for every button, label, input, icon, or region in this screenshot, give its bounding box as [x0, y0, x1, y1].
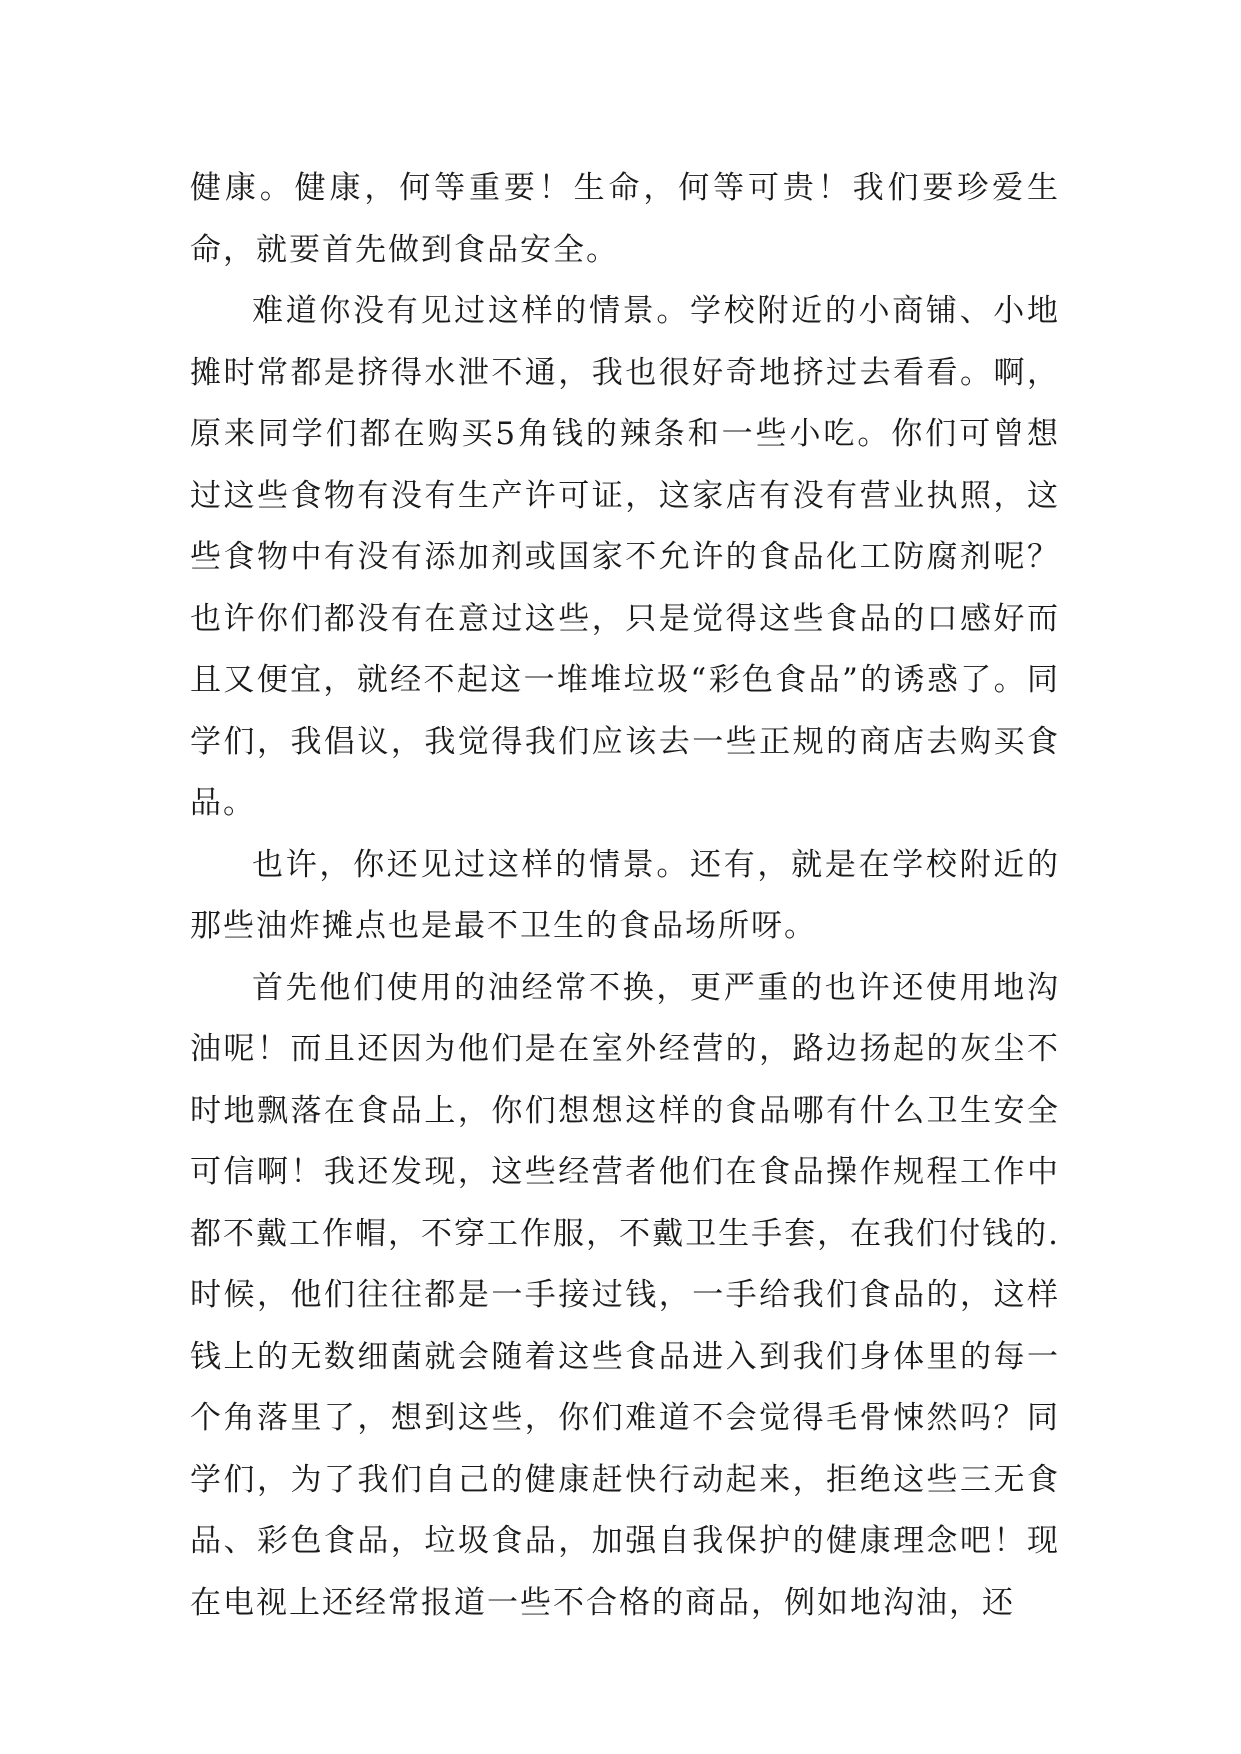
paragraph-2: 难道你没有见过这样的情景。学校附近的小商铺、小地摊时常都是挤得水泄不通，我也很好奇地挤过去看看。啊，原来同学们都在购买5角钱的辣条和一些小吃。你们可曾想过这些食物有没有生产许可证，这家店有没有营业执照，这些食物中有没有添加剂或国家不允许的食品化工防腐剂呢？也许你们都没有在意过这些，只是觉得这些食品的口感好而且又便宜，就经不起这一堆堆垃圾“彩色食品”的诱惑了。同学们，我倡议，我觉得我们应该去一些正规的商店去购买食品。 [190, 293, 1060, 821]
document-body [190, 158, 1060, 1634]
paragraph-1: 健康。健康，何等重要！生命，何等可贵！我们要珍爱生命，就要首先做到食品安全。 [190, 170, 1060, 268]
paragraph-4: 首先他们使用的油经常不换，更严重的也许还使用地沟油呢！而且还因为他们是在室外经营的，路边扬起的灰尘不时地飘落在食品上，你们想想这样的食品哪有什么卫生安全可信啊！我还发现，这些经营者他们在食品操作规程工作中都不戴工作帽，不穿工作服，不戴卫生手套，在我们付钱的.时候，他们往往都是一手接过钱，一手给我们食品的，这样钱上的无数细菌就会随着这些食品进入到我们身体里的每一个角落里了，想到这些，你们难道不会觉得毛骨悚然吗？同学们，为了我们自己的健康赶快行动起来，拒绝这些三无食品、彩色食品，垃圾食品，加强自我保护的健康理念吧！现在电视上还经常报道一些不合格的商品，例如地沟油，还 [190, 969, 1060, 1621]
paragraph-3: 也许，你还见过这样的情景。还有，就是在学校附近的那些油炸摊点也是最不卫生的食品场所呀。 [190, 846, 1060, 944]
